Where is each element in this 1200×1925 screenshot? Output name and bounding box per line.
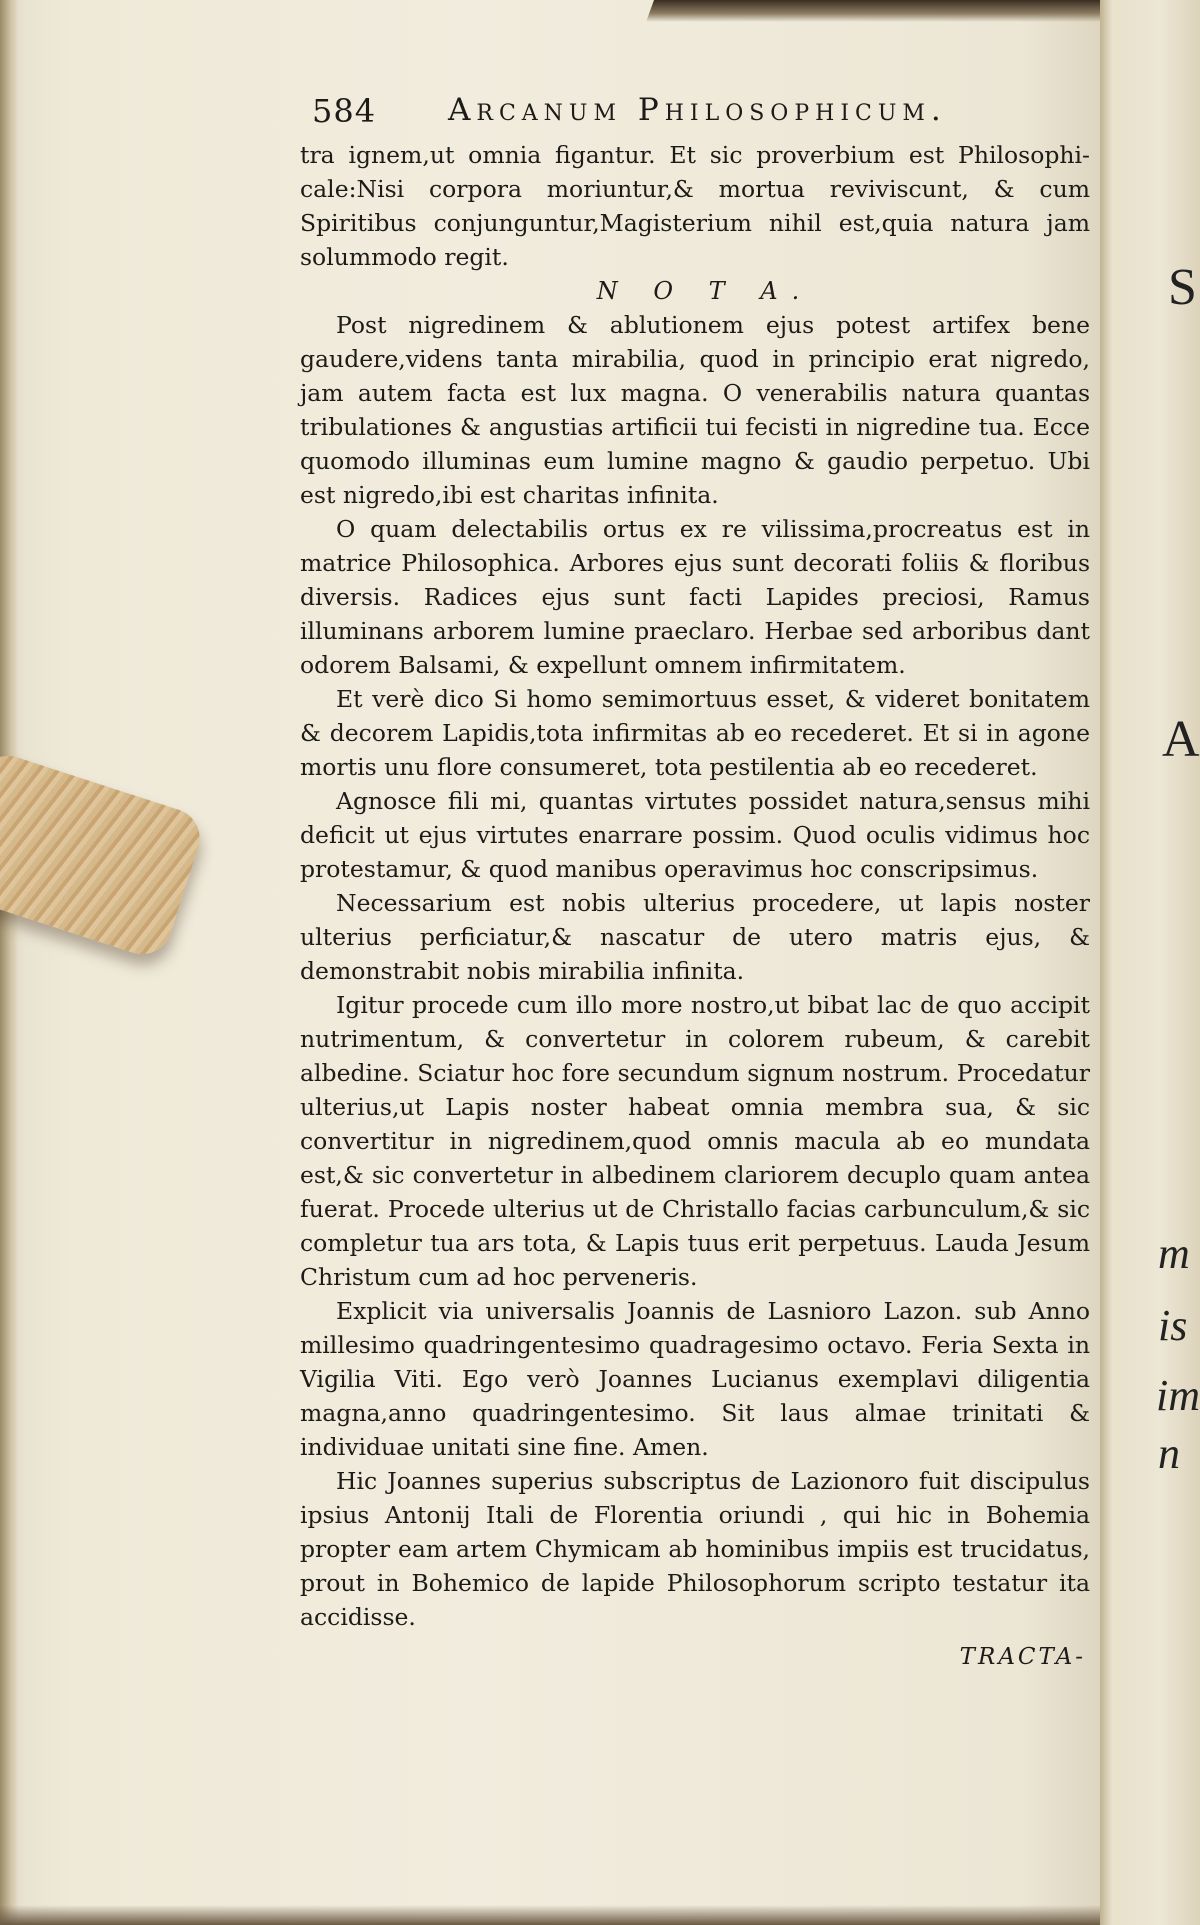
top-shadow: [646, 0, 1154, 22]
paragraph: Igitur procede cum illo more nostro,ut bibat lac de quo accipit nutrimentum, & convertetur in colorem rubeum, & carebit albedine. Sciatur hoc fore secundum signum nostrum. Procedatur ulterius,ut Lapis noster habeat omnia membra sua, & sic convertitur in nigredinem,quod omnis macula ab eo mundata est,& sic convertetur in albedinem clariorem decuplo quam antea fuerat. Procede ulterius ut de Christallo facias carbunculum,& sic completur tua ars tota, & Lapis tuus erit perpetuus. Lauda Jesum Christum cum ad hoc perveneris.: [300, 991, 1090, 1291]
facing-glyph: is: [1158, 1301, 1188, 1350]
body-text: [300, 138, 1090, 1634]
book-page: [300, 92, 1090, 1670]
paragraph: Necessarium est nobis ulterius procedere, ut lapis noster ulterius perficiatur,& nascatur de utero matris ejus, & demonstrabit nobis mirabilia infinita.: [300, 889, 1090, 985]
paragraph: tra ignem,ut omnia figantur. Et sic proverbium est Philosophi-cale:Nisi corpora moriuntur,& mortua reviviscunt, & cum Spiritibus conjunguntur,Magisterium nihil est,quia natura jam solummodo regit.: [300, 141, 1090, 271]
page-header: [300, 92, 1090, 138]
running-title: Arcanum Philosophicum.: [448, 92, 947, 128]
facing-glyph: n: [1158, 1429, 1180, 1478]
paragraph: Explicit via universalis Joannis de Lasnioro Lazon. sub Anno millesimo quadringentesimo quadragesimo octavo. Feria Sexta in Vigilia Viti. Ego verò Joannes Lucianus exemplavi diligentia magna,anno quadringentesimo. Sit laus almae trinitati & individuae unitati sine fine. Amen.: [300, 1297, 1090, 1461]
catchword: TRACTA-: [959, 1644, 1086, 1670]
bottom-shadow: [0, 1905, 1200, 1925]
facing-glyph: A: [1162, 711, 1200, 768]
section-heading: N O T A.: [596, 277, 814, 305]
facing-page-edge: [1100, 0, 1200, 1925]
page-number: 584: [312, 92, 377, 130]
facing-glyph: im: [1156, 1371, 1200, 1420]
paragraph: Post nigredinem & ablutionem ejus potest artifex bene gaudere,videns tanta mirabilia, quod in principio erat nigredo, jam autem facta est lux magna. O venerabilis natura quantas tribulationes & angustias artificii tui fecisti in nigredine tua. Ecce quomodo illuminas eum lumine magno & gaudio perpetuo. Ubi est nigredo,ibi est charitas infinita.: [300, 311, 1090, 509]
binding-edge: [0, 0, 18, 1925]
facing-glyph: m: [1158, 1229, 1190, 1278]
facing-glyph: S: [1168, 259, 1197, 316]
paragraph: Agnosce fili mi, quantas virtutes possidet natura,sensus mihi deficit ut ejus virtutes enarrare possim. Quod oculis vidimus hoc protestamur, & quod manibus operavimus hoc conscripsimus.: [300, 787, 1090, 883]
paragraph: O quam delectabilis ortus ex re vilissima,procreatus est in matrice Philosophica. Arbores ejus sunt decorati foliis & floribus diversis. Radices ejus sunt facti Lapides preciosi, Ramus illuminans arborem lumine praeclaro. Herbae sed arboribus dant odorem Balsami, & expellunt omnem infirmitatem.: [300, 515, 1090, 679]
paragraph: Et verè dico Si homo semimortuus esset, & videret bonitatem & decorem Lapidis,tota infirmitas ab eo recederet. Et si in agone mortis unu flore consumeret, tota pestilentia ab eo recederet.: [300, 685, 1090, 781]
paragraph: Hic Joannes superius subscriptus de Lazionoro fuit discipulus ipsius Antonij Itali de Florentia oriundi , qui hic in Bohemia propter eam artem Chymicam ab hominibus impiis est trucidatus, prout in Bohemico de lapide Philosophorum scripto testatur ita accidisse.: [300, 1467, 1090, 1631]
